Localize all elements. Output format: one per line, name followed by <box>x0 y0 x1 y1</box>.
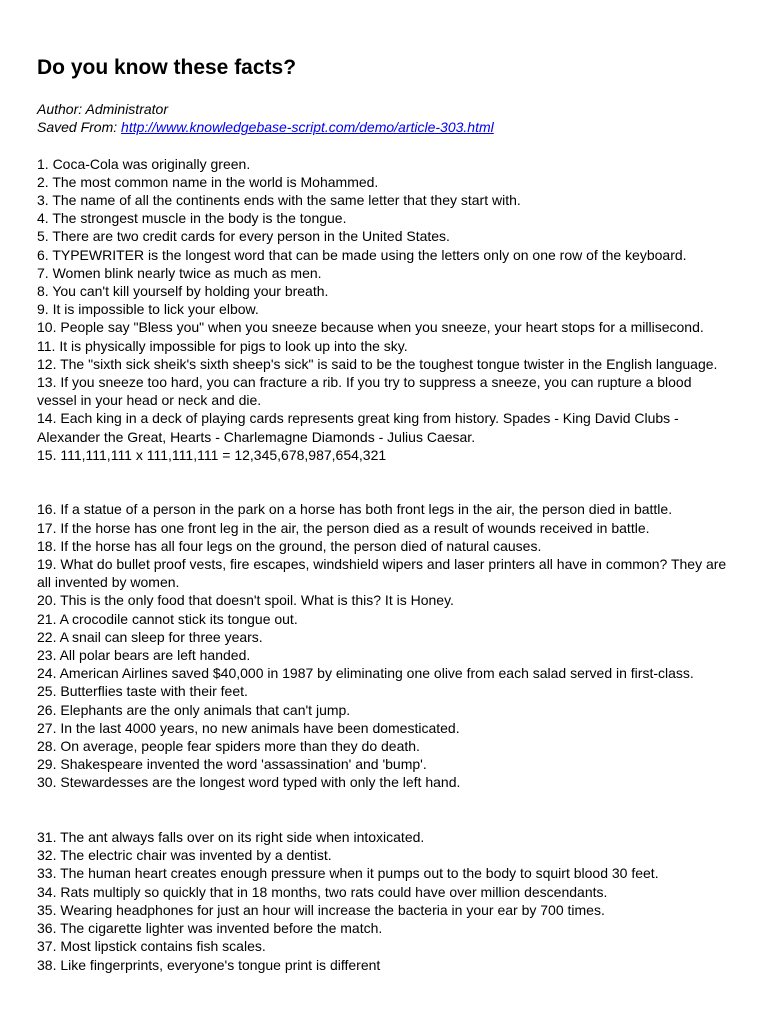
fact-item: 35. Wearing headphones for just an hour will increase the bacteria in your ear by 700 times. <box>37 901 605 918</box>
fact-item: 1. Coca-Cola was originally green. <box>37 155 251 172</box>
article-meta <box>37 100 727 136</box>
fact-item: 23. All polar bears are left handed. <box>37 647 251 664</box>
fact-item: 10. People say "Bless you" when you sneeze because when you sneeze, your heart stops for a millisecond. <box>37 319 704 336</box>
facts-group-1 <box>37 155 727 464</box>
fact-item: 11. It is physically impossible for pigs to look up into the sky. <box>37 337 408 354</box>
fact-item: 25. Butterflies taste with their feet. <box>37 683 248 700</box>
saved-from-label: Saved From: <box>37 119 122 136</box>
fact-item: 37. Most lipstick contains fish scales. <box>37 938 266 955</box>
fact-item: 17. If the horse has one front leg in the air, the person died as a result of wounds received in battle. <box>37 519 650 536</box>
fact-item: 9. It is impossible to lick your elbow. <box>37 301 259 318</box>
fact-item: 15. 111,111,111 x 111,111,111 = 12,345,678,987,654,321 <box>37 446 387 463</box>
fact-item: 30. Stewardesses are the longest word typed with only the left hand. <box>37 774 461 791</box>
fact-item: 33. The human heart creates enough pressure when it pumps out to the body to squirt blood 30 feet. <box>37 865 659 882</box>
fact-item: 27. In the last 4000 years, no new animals have been domesticated. <box>37 719 460 736</box>
fact-item: 12. The "sixth sick sheik's sixth sheep's sick" is said to be the toughest tongue twister in the English language. <box>37 355 718 372</box>
fact-item: 8. You can't kill yourself by holding your breath. <box>37 283 329 300</box>
saved-from-line <box>37 118 727 136</box>
fact-item: 31. The ant always falls over on its right side when intoxicated. <box>37 829 425 846</box>
fact-item: 4. The strongest muscle in the body is the tongue. <box>37 210 347 227</box>
document-page <box>37 54 727 974</box>
facts-group-2 <box>37 500 727 791</box>
saved-from-link[interactable]: http://www.knowledgebase-script.com/demo/article-303.html <box>121 119 494 136</box>
fact-item: 20. This is the only food that doesn't spoil. What is this? It is Honey. <box>37 592 454 609</box>
fact-item: 16. If a statue of a person in the park on a horse has both front legs in the air, the person died in battle. <box>37 501 673 518</box>
fact-item: 13. If you sneeze too hard, you can fracture a rib. If you try to suppress a sneeze, you can rupture a blood vessel in your head or neck and die. <box>37 374 692 409</box>
author-line: Author: Administrator <box>37 101 168 117</box>
fact-item: 3. The name of all the continents ends with the same letter that they start with. <box>37 192 521 208</box>
page-title: Do you know these facts? <box>37 56 297 79</box>
fact-item: 2. The most common name in the world is Mohammed. <box>37 173 379 190</box>
fact-item: 5. There are two credit cards for every person in the United States. <box>37 228 450 245</box>
fact-item: 18. If the horse has all four legs on the ground, the person died of natural causes. <box>37 537 542 554</box>
fact-item: 32. The electric chair was invented by a dentist. <box>37 847 332 864</box>
fact-item: 6. TYPEWRITER is the longest word that can be made using the letters only on one row of the keyboard. <box>37 246 687 263</box>
fact-item: 29. Shakespeare invented the word 'assassination' and 'bump'. <box>37 756 427 773</box>
fact-item: 14. Each king in a deck of playing cards represents great king from history. Spades - King David Clubs - Alexander the Great, Hearts - Charlemagne Diamonds - Julius Caesar. <box>37 410 679 445</box>
fact-item: 19. What do bullet proof vests, fire escapes, windshield wipers and laser printers all have in common? They are all invented by women. <box>37 556 727 591</box>
fact-item: 36. The cigarette lighter was invented before the match. <box>37 920 383 937</box>
fact-item: 26. Elephants are the only animals that can't jump. <box>37 701 351 718</box>
fact-item: 21. A crocodile cannot stick its tongue out. <box>37 610 298 627</box>
fact-item: 38. Like fingerprints, everyone's tongue print is different <box>37 956 381 973</box>
fact-item: 24. American Airlines saved $40,000 in 1987 by eliminating one olive from each salad served in first-class. <box>37 665 694 682</box>
fact-item: 7. Women blink nearly twice as much as men. <box>37 264 322 281</box>
fact-item: 34. Rats multiply so quickly that in 18 months, two rats could have over million descendants. <box>37 883 608 900</box>
fact-item: 22. A snail can sleep for three years. <box>37 628 263 645</box>
fact-item: 28. On average, people fear spiders more than they do death. <box>37 738 420 755</box>
facts-group-3 <box>37 828 727 974</box>
